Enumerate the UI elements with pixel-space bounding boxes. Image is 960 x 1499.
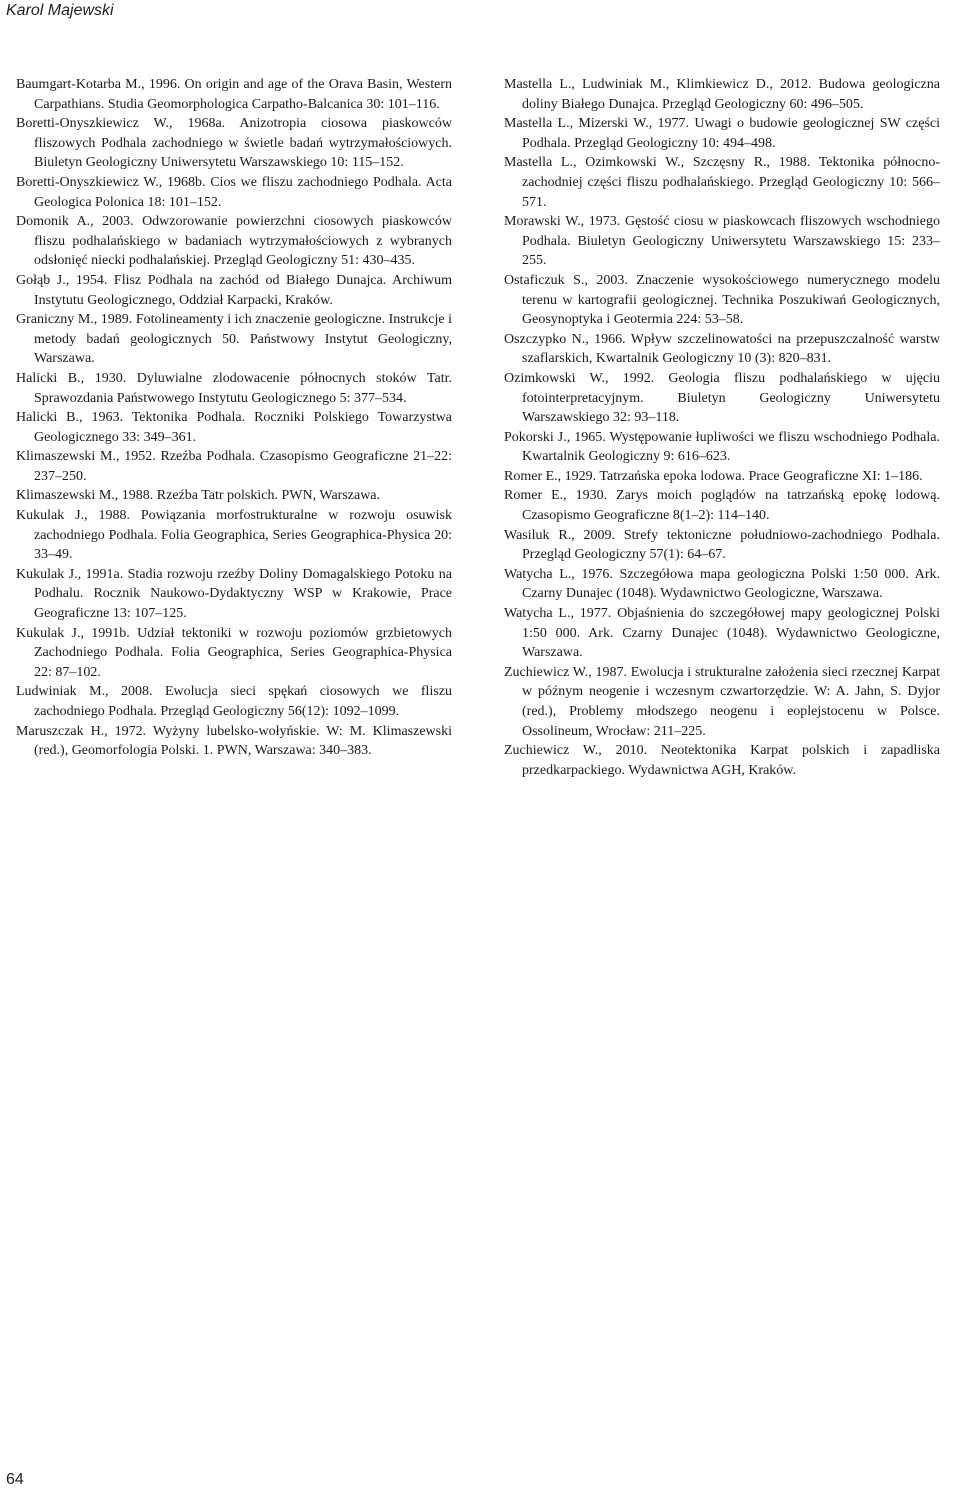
reference-entry: Kukulak J., 1991a. Stadia rozwoju rzeźby Doliny Domagalskiego Potoku na Podhalu. Rocznik Naukowo-Dydaktyczny WSP w Krakowie, Prace Geograficzne 13: 107–125.	[16, 566, 452, 622]
running-header-author: Karol Majewski	[6, 2, 114, 19]
reference-entry: Klimaszewski M., 1988. Rzeźba Tatr polskich. PWN, Warszawa.	[16, 488, 381, 504]
reference-entry: Maruszczak H., 1972. Wyżyny lubelsko-wołyńskie. W: M. Klimaszewski (red.), Geomorfologia Polski. 1. PWN, Warszawa: 340–383.	[16, 723, 452, 759]
reference-entry: Ludwiniak M., 2008. Ewolucja sieci spękań ciosowych we fliszu zachodniego Podhala. Przegląd Geologiczny 56(12): 1092–1099.	[16, 684, 452, 719]
reference-entry: Watycha L., 1976. Szczegółowa mapa geologiczna Polski 1:50 000. Ark. Czarny Dunajec (1048). Wydawnictwo Geologiczne, Warszawa.	[504, 566, 940, 602]
reference-entry: Watycha L., 1977. Objaśnienia do szczegółowej mapy geologicznej Polski 1:50 000. Ark. Czarny Dunajec (1048). Wydawnictwo Geologiczne, Warszawa.	[504, 606, 940, 661]
reference-entry: Kukulak J., 1991b. Udział tektoniki w rozwoju poziomów grzbietowych Zachodniego Podhala. Folia Geographica, Series Geographica-Physica 22: 87–102.	[16, 625, 452, 680]
reference-entry: Halicki B., 1963. Tektonika Podhala. Roczniki Polskiego Towarzystwa Geologicznego 33: 349–361.	[16, 410, 452, 445]
reference-entry: Gołąb J., 1954. Flisz Podhala na zachód od Białego Dunajca. Archiwum Instytutu Geologicznego, Oddział Karpacki, Kraków.	[16, 272, 452, 308]
references-column-right	[504, 75, 940, 780]
reference-entry: Romer E., 1930. Zarys moich poglądów na tatrzańską epokę lodową. Czasopismo Geograficzne 8(1–2): 114–140.	[504, 488, 940, 524]
reference-entry: Baumgart-Kotarba M., 1996. On origin and age of the Orava Basin, Western Carpathians. Studia Geomorphologica Carpatho-Balcanica 30: 101–116.	[16, 77, 452, 112]
reference-entry: Romer E., 1929. Tatrzańska epoka lodowa. Prace Geograficzne XI: 1–186.	[504, 468, 923, 484]
reference-entry: Mastella L., Ozimkowski W., Szczęsny R., 1988. Tektonika północno-zachodniej części fliszu podhalańskiego. Przegląd Geologiczny 10: 566–571.	[504, 155, 940, 210]
references-column-left	[16, 75, 452, 761]
reference-entry: Pokorski J., 1965. Występowanie łupliwości we fliszu wschodniego Podhala. Kwartalnik Geologiczny 9: 616–623.	[504, 429, 940, 465]
reference-entry: Klimaszewski M., 1952. Rzeźba Podhala. Czasopismo Geograficzne 21–22: 237–250.	[16, 449, 452, 484]
reference-entry: Ozimkowski W., 1992. Geologia fliszu podhalańskiego w ujęciu fotointerpretacyjnym. Biuletyn Geologiczny Uniwersytetu Warszawskiego 32: 93–118.	[504, 370, 940, 426]
reference-entry: Wasiluk R., 2009. Strefy tektoniczne południowo-zachodniego Podhala. Przegląd Geologiczny 57(1): 64–67.	[504, 527, 940, 563]
reference-entry: Zuchiewicz W., 1987. Ewolucja i strukturalne założenia sieci rzecznej Karpat w późnym neogenie i wczesnym czwartorzędzie. W: A. Jahn, S. Dyjor (red.), Problemy młodszego neogenu i eoplejstocenu w Polsce. Ossolineum, Wrocław: 211–225.	[504, 664, 940, 739]
reference-entry: Oszczypko N., 1966. Wpływ szczelinowatości na przepuszczalność warstw szaflarskich, Kwartalnik Geologiczny 10 (3): 820–831.	[504, 331, 940, 367]
reference-entry: Mastella L., Ludwiniak M., Klimkiewicz D., 2012. Budowa geologiczna doliny Białego Dunajca. Przegląd Geologiczny 60: 496–505.	[504, 77, 940, 112]
reference-entry: Domonik A., 2003. Odwzorowanie powierzchni ciosowych piaskowców fliszu podhalańskiego w badaniach wytrzymałościowych z wybranych odsłonięć niecki podhalańskiej. Przegląd Geologiczny 51: 430–435.	[16, 214, 452, 269]
reference-entry: Halicki B., 1930. Dyluwialne zlodowacenie północnych stoków Tatr. Sprawozdania Państwowego Instytutu Geologicznego 5: 377–534.	[16, 370, 452, 406]
reference-entry: Graniczny M., 1989. Fotolineamenty i ich znaczenie geologiczne. Instrukcje i metody badań geologicznych 50. Państwowy Instytut Geologiczny, Warszawa.	[16, 312, 452, 367]
reference-entry: Morawski W., 1973. Gęstość ciosu w piaskowcach fliszowych wschodniego Podhala. Biuletyn Geologiczny Uniwersytetu Warszawskiego 15: 233–255.	[504, 214, 940, 269]
reference-entry: Mastella L., Mizerski W., 1977. Uwagi o budowie geologicznej SW części Podhala. Przegląd Geologiczny 10: 494–498.	[504, 116, 940, 151]
reference-entry: Ostaficzuk S., 2003. Znaczenie wysokościowego numerycznego modelu terenu w kartografii geologicznej. Technika Poszukiwań Geologicznych, Geosynoptyka i Geotermia 224: 53–58.	[504, 272, 940, 328]
reference-entry: Zuchiewicz W., 2010. Neotektonika Karpat polskich i zapadliska przedkarpackiego. Wydawnictwa AGH, Kraków.	[504, 743, 940, 778]
reference-entry: Boretti-Onyszkiewicz W., 1968b. Cios we fliszu zachodniego Podhala. Acta Geologica Polonica 18: 101–152.	[16, 174, 452, 210]
reference-entry: Boretti-Onyszkiewicz W., 1968a. Anizotropia ciosowa piaskowców fliszowych Podhala zachodniego w świetle badań wytrzymałościowych. Biuletyn Geologiczny Uniwersytetu Warszawskiego 10: 115–152.	[16, 116, 452, 171]
page-number: 64	[6, 1471, 24, 1488]
reference-entry: Kukulak J., 1988. Powiązania morfostrukturalne w rozwoju osuwisk zachodniego Podhala. Folia Geographica, Series Geographica-Physica 20: 33–49.	[16, 508, 452, 563]
